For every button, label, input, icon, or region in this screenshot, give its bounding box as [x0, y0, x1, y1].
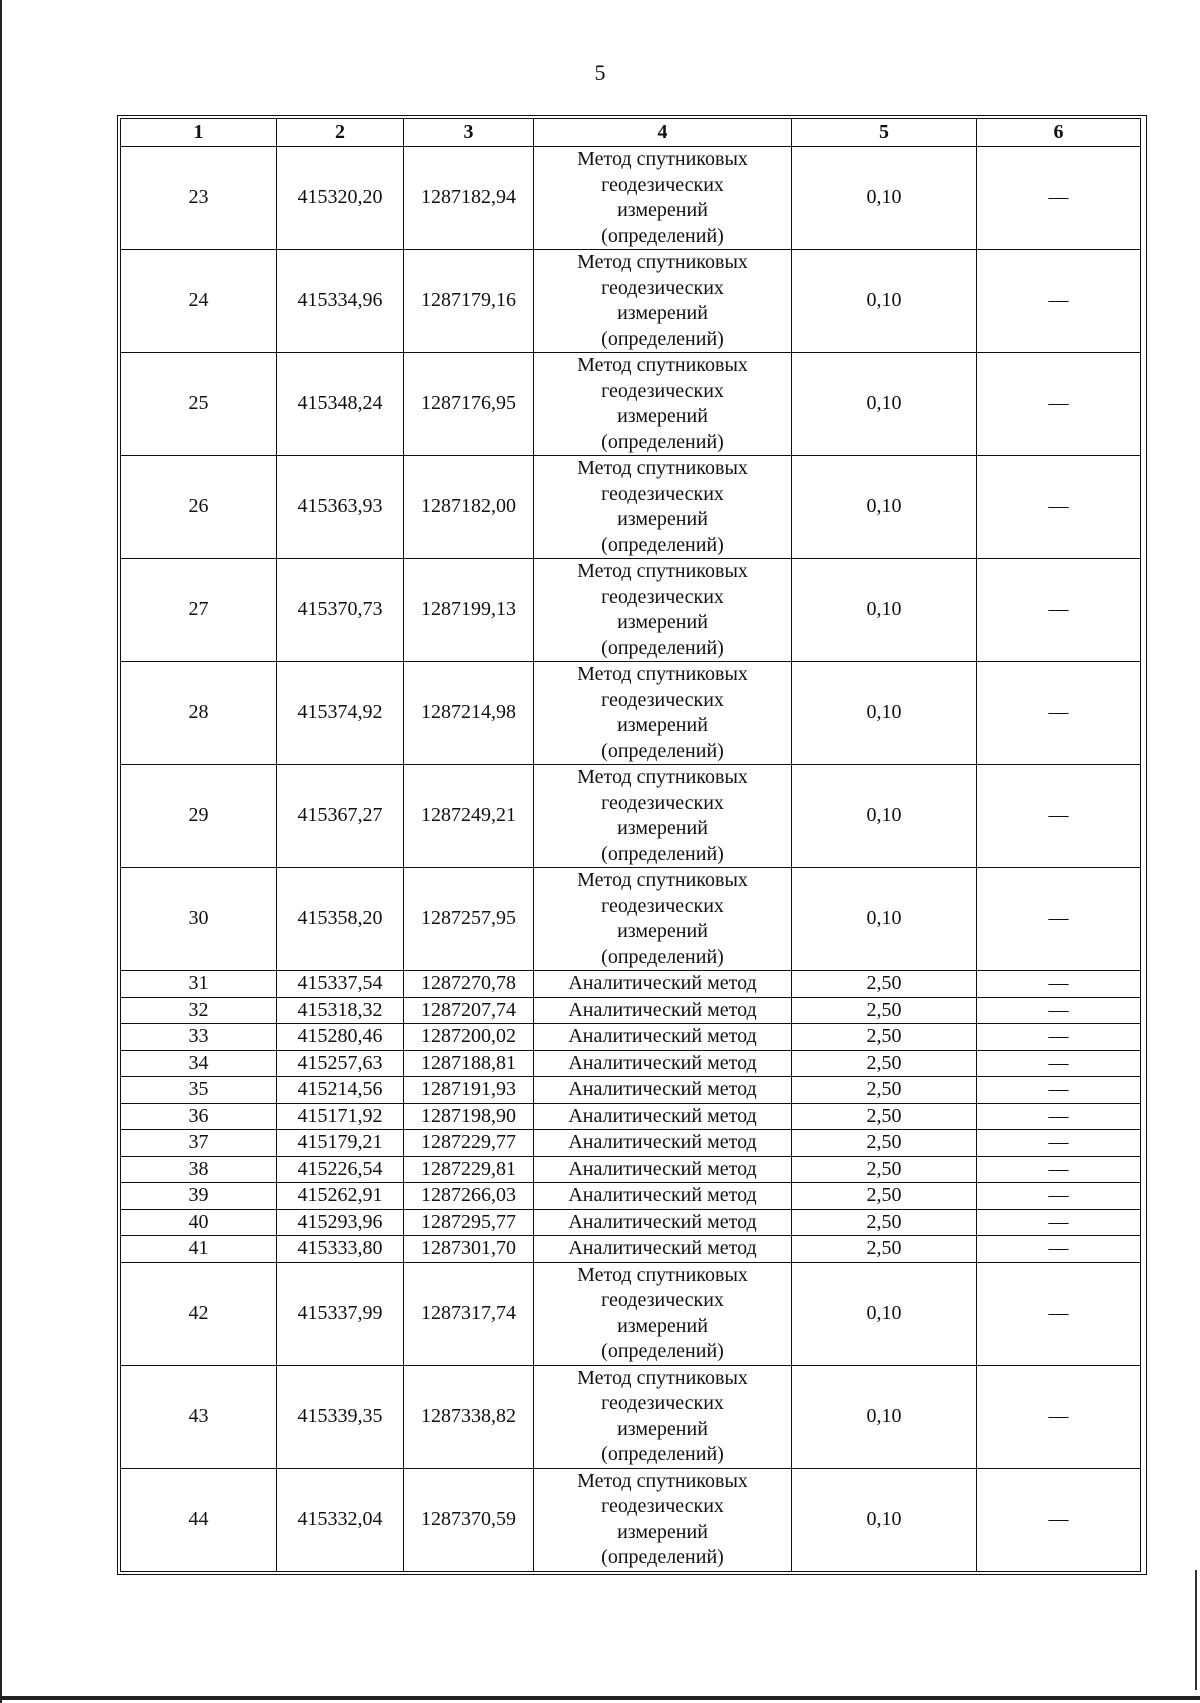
coord-y-cell: 1287182,00	[404, 456, 534, 559]
coord-y-cell: 1287249,21	[404, 765, 534, 868]
coord-y-cell: 1287229,77	[404, 1130, 534, 1157]
coord-y-cell: 1287191,93	[404, 1077, 534, 1104]
note-cell: —	[977, 1024, 1141, 1051]
method-line: геодезических	[601, 791, 724, 814]
coord-y-cell: 1287317,74	[404, 1262, 534, 1365]
method-line: Метод спутниковых	[577, 251, 748, 273]
table-header-row	[121, 119, 1141, 147]
note-cell: —	[977, 868, 1141, 971]
accuracy-cell: 0,10	[792, 662, 977, 765]
accuracy-cell: 0,10	[792, 765, 977, 868]
method-line: измерений	[617, 199, 708, 221]
accuracy-cell: 2,50	[792, 971, 977, 998]
coord-x-cell: 415226,54	[277, 1156, 404, 1183]
method-cell	[534, 559, 792, 662]
scan-edge-bottom	[0, 1696, 1200, 1700]
note-cell: —	[977, 971, 1141, 998]
method-cell	[534, 1262, 792, 1365]
method-line: (определений)	[601, 1443, 724, 1465]
method-line: Аналитический метод	[568, 1210, 757, 1233]
method-line: (определений)	[601, 842, 724, 865]
accuracy-cell: 0,10	[792, 1468, 977, 1571]
note-cell: —	[977, 1365, 1141, 1468]
method-cell	[534, 971, 792, 998]
coordinates-table-frame	[117, 115, 1147, 1575]
point-number-cell: 35	[121, 1077, 277, 1104]
coord-y-cell: 1287179,16	[404, 250, 534, 353]
coord-y-cell: 1287182,94	[404, 147, 534, 250]
method-line: (определений)	[601, 636, 724, 659]
table-body	[121, 147, 1141, 1572]
method-line: (определений)	[601, 327, 724, 350]
accuracy-cell: 0,10	[792, 1365, 977, 1468]
point-number-cell: 26	[121, 456, 277, 559]
method-line: Метод спутниковых	[577, 560, 748, 582]
method-line: Аналитический метод	[568, 1157, 757, 1180]
coord-y-cell: 1287188,81	[404, 1050, 534, 1077]
table-row	[121, 456, 1141, 559]
table-row	[121, 147, 1141, 250]
method-line: измерений	[617, 714, 708, 736]
note-cell: —	[977, 662, 1141, 765]
method-cell	[534, 662, 792, 765]
method-line: Метод спутниковых	[577, 1263, 748, 1286]
method-line: геодезических	[601, 276, 724, 299]
point-number-cell: 30	[121, 868, 277, 971]
point-number-cell: 27	[121, 559, 277, 662]
header-col-6: 6	[977, 119, 1141, 147]
point-number-cell: 42	[121, 1262, 277, 1365]
method-cell	[534, 250, 792, 353]
point-number-cell: 29	[121, 765, 277, 868]
method-line: измерений	[617, 611, 708, 633]
coord-x-cell: 415332,04	[277, 1468, 404, 1571]
table-row	[121, 250, 1141, 353]
method-cell	[534, 1077, 792, 1104]
accuracy-cell: 2,50	[792, 1183, 977, 1210]
coord-x-cell: 415363,93	[277, 456, 404, 559]
method-cell	[534, 1103, 792, 1130]
accuracy-cell: 0,10	[792, 147, 977, 250]
note-cell: —	[977, 1209, 1141, 1236]
method-line: Аналитический метод	[568, 1131, 757, 1154]
table-row	[121, 1209, 1141, 1236]
coord-y-cell: 1287176,95	[404, 353, 534, 456]
table-row	[121, 1024, 1141, 1051]
table-row	[121, 971, 1141, 998]
coord-x-cell: 415320,20	[277, 147, 404, 250]
method-line: (определений)	[601, 739, 724, 762]
point-number-cell: 23	[121, 147, 277, 250]
accuracy-cell: 2,50	[792, 1103, 977, 1130]
method-line: Метод спутниковых	[577, 1469, 748, 1492]
method-line: Метод спутниковых	[577, 663, 748, 685]
point-number-cell: 43	[121, 1365, 277, 1468]
accuracy-cell: 2,50	[792, 1236, 977, 1263]
coord-x-cell: 415339,35	[277, 1365, 404, 1468]
point-number-cell: 38	[121, 1156, 277, 1183]
coord-x-cell: 415337,54	[277, 971, 404, 998]
method-line: (определений)	[601, 430, 724, 453]
note-cell: —	[977, 1468, 1141, 1571]
method-cell	[534, 1468, 792, 1571]
coord-y-cell: 1287198,90	[404, 1103, 534, 1130]
note-cell: —	[977, 997, 1141, 1024]
header-col-5: 5	[792, 119, 977, 147]
note-cell: —	[977, 250, 1141, 353]
method-line: Метод спутниковых	[577, 766, 748, 788]
method-line: геодезических	[601, 1392, 724, 1414]
table-row	[121, 997, 1141, 1024]
method-line: (определений)	[601, 1340, 724, 1362]
header-col-2: 2	[277, 119, 404, 147]
method-line: Аналитический метод	[568, 998, 757, 1021]
coord-y-cell: 1287266,03	[404, 1183, 534, 1210]
method-cell	[534, 353, 792, 456]
note-cell: —	[977, 1077, 1141, 1104]
note-cell: —	[977, 1130, 1141, 1157]
method-line: измерений	[617, 1314, 708, 1337]
method-line: геодезических	[601, 688, 724, 711]
method-line: Аналитический метод	[568, 972, 757, 995]
coord-x-cell: 415318,32	[277, 997, 404, 1024]
table-row	[121, 1130, 1141, 1157]
header-col-3: 3	[404, 119, 534, 147]
table-row	[121, 559, 1141, 662]
method-line: измерений	[617, 508, 708, 530]
accuracy-cell: 0,10	[792, 1262, 977, 1365]
method-line: измерений	[617, 920, 708, 942]
method-line: (определений)	[601, 533, 724, 556]
coord-x-cell: 415337,99	[277, 1262, 404, 1365]
method-line: измерений	[617, 405, 708, 427]
note-cell: —	[977, 456, 1141, 559]
scan-edge-right	[1195, 1570, 1197, 1690]
method-line: Аналитический метод	[568, 1051, 757, 1074]
method-cell	[534, 1183, 792, 1210]
method-line: измерений	[617, 817, 708, 839]
coord-x-cell: 415179,21	[277, 1130, 404, 1157]
point-number-cell: 44	[121, 1468, 277, 1571]
coord-x-cell: 415370,73	[277, 559, 404, 662]
table-row	[121, 868, 1141, 971]
method-line: Метод спутниковых	[577, 869, 748, 891]
method-line: геодезических	[601, 482, 724, 505]
accuracy-cell: 2,50	[792, 1209, 977, 1236]
method-line: измерений	[617, 1520, 708, 1543]
accuracy-cell: 2,50	[792, 1077, 977, 1104]
method-line: измерений	[617, 1417, 708, 1440]
method-cell	[534, 1236, 792, 1263]
method-cell	[534, 997, 792, 1024]
scan-edge-left	[0, 0, 2, 1703]
coord-x-cell: 415293,96	[277, 1209, 404, 1236]
coord-x-cell: 415334,96	[277, 250, 404, 353]
coord-x-cell: 415358,20	[277, 868, 404, 971]
coord-y-cell: 1287200,02	[404, 1024, 534, 1051]
method-line: Метод спутниковых	[577, 148, 748, 170]
coord-x-cell: 415367,27	[277, 765, 404, 868]
accuracy-cell: 0,10	[792, 250, 977, 353]
method-line: Аналитический метод	[568, 1025, 757, 1048]
accuracy-cell: 2,50	[792, 1130, 977, 1157]
accuracy-cell: 2,50	[792, 997, 977, 1024]
method-line: геодезических	[601, 585, 724, 608]
method-cell	[534, 1156, 792, 1183]
coord-x-cell: 415171,92	[277, 1103, 404, 1130]
method-cell	[534, 147, 792, 250]
method-line: геодезических	[601, 894, 724, 917]
point-number-cell: 39	[121, 1183, 277, 1210]
header-col-1: 1	[121, 119, 277, 147]
coord-x-cell: 415348,24	[277, 353, 404, 456]
point-number-cell: 32	[121, 997, 277, 1024]
point-number-cell: 34	[121, 1050, 277, 1077]
note-cell: —	[977, 1183, 1141, 1210]
coord-y-cell: 1287229,81	[404, 1156, 534, 1183]
note-cell: —	[977, 1156, 1141, 1183]
method-line: геодезических	[601, 173, 724, 196]
coord-y-cell: 1287270,78	[404, 971, 534, 998]
method-cell	[534, 1209, 792, 1236]
coord-y-cell: 1287295,77	[404, 1209, 534, 1236]
method-line: (определений)	[601, 945, 724, 968]
method-line: Метод спутниковых	[577, 354, 748, 376]
table-row	[121, 1262, 1141, 1365]
method-line: измерений	[617, 302, 708, 324]
accuracy-cell: 0,10	[792, 559, 977, 662]
accuracy-cell: 0,10	[792, 353, 977, 456]
method-cell	[534, 1050, 792, 1077]
point-number-cell: 37	[121, 1130, 277, 1157]
table-row	[121, 765, 1141, 868]
table-row	[121, 1236, 1141, 1263]
note-cell: —	[977, 1050, 1141, 1077]
note-cell: —	[977, 1236, 1141, 1263]
method-line: Аналитический метод	[568, 1104, 757, 1127]
accuracy-cell: 2,50	[792, 1050, 977, 1077]
table-row	[121, 353, 1141, 456]
point-number-cell: 31	[121, 971, 277, 998]
coord-x-cell: 415374,92	[277, 662, 404, 765]
coordinates-table	[120, 118, 1141, 1572]
coord-y-cell: 1287257,95	[404, 868, 534, 971]
point-number-cell: 25	[121, 353, 277, 456]
coord-y-cell: 1287301,70	[404, 1236, 534, 1263]
method-line: Аналитический метод	[568, 1078, 757, 1101]
accuracy-cell: 2,50	[792, 1156, 977, 1183]
accuracy-cell: 0,10	[792, 868, 977, 971]
method-line: геодезических	[601, 1289, 724, 1311]
note-cell: —	[977, 559, 1141, 662]
coord-y-cell: 1287370,59	[404, 1468, 534, 1571]
method-line: Метод спутниковых	[577, 457, 748, 479]
accuracy-cell: 0,10	[792, 456, 977, 559]
note-cell: —	[977, 353, 1141, 456]
table-row	[121, 1077, 1141, 1104]
table-row	[121, 1103, 1141, 1130]
method-cell	[534, 765, 792, 868]
coord-x-cell: 415262,91	[277, 1183, 404, 1210]
note-cell: —	[977, 147, 1141, 250]
coord-y-cell: 1287207,74	[404, 997, 534, 1024]
method-line: (определений)	[601, 1546, 724, 1568]
method-line: Метод спутниковых	[577, 1366, 748, 1389]
header-col-4: 4	[534, 119, 792, 147]
method-line: геодезических	[601, 1495, 724, 1517]
coord-x-cell: 415333,80	[277, 1236, 404, 1263]
point-number-cell: 33	[121, 1024, 277, 1051]
point-number-cell: 36	[121, 1103, 277, 1130]
table-row	[121, 1468, 1141, 1571]
note-cell: —	[977, 1262, 1141, 1365]
table-row	[121, 662, 1141, 765]
point-number-cell: 28	[121, 662, 277, 765]
note-cell: —	[977, 1103, 1141, 1130]
coord-y-cell: 1287214,98	[404, 662, 534, 765]
method-cell	[534, 1130, 792, 1157]
table-row	[121, 1050, 1141, 1077]
table-row	[121, 1365, 1141, 1468]
coord-x-cell: 415214,56	[277, 1077, 404, 1104]
method-line: геодезических	[601, 379, 724, 402]
point-number-cell: 24	[121, 250, 277, 353]
table-row	[121, 1183, 1141, 1210]
coord-x-cell: 415257,63	[277, 1050, 404, 1077]
method-cell	[534, 1024, 792, 1051]
method-cell	[534, 868, 792, 971]
method-line: Аналитический метод	[568, 1237, 757, 1260]
method-line: Аналитический метод	[568, 1184, 757, 1207]
method-cell	[534, 1365, 792, 1468]
coord-y-cell: 1287199,13	[404, 559, 534, 662]
table-row	[121, 1156, 1141, 1183]
coord-x-cell: 415280,46	[277, 1024, 404, 1051]
note-cell: —	[977, 765, 1141, 868]
page-number: 5	[594, 60, 606, 85]
method-cell	[534, 456, 792, 559]
accuracy-cell: 2,50	[792, 1024, 977, 1051]
method-line: (определений)	[601, 224, 724, 247]
coord-y-cell: 1287338,82	[404, 1365, 534, 1468]
point-number-cell: 41	[121, 1236, 277, 1263]
point-number-cell: 40	[121, 1209, 277, 1236]
